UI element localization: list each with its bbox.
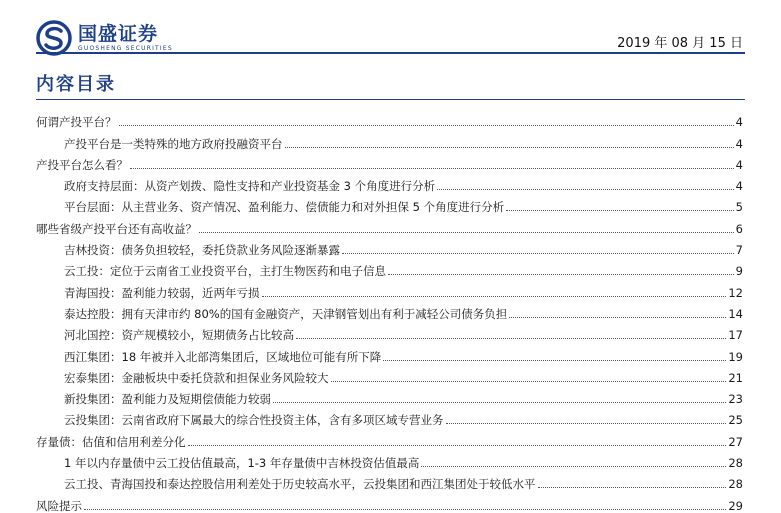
toc-entry-text: 西江集团：18 年被并入北部湾集团后，区域地位可能有所下降 — [64, 349, 382, 364]
toc-page-number: 28 — [728, 456, 743, 471]
toc-page-number: 28 — [728, 477, 743, 492]
toc-page-number: 23 — [728, 392, 743, 407]
toc-dot-leader — [285, 147, 734, 148]
toc-section-link[interactable] — [36, 108, 743, 129]
toc-subsection-link[interactable] — [36, 193, 743, 214]
toc-entry-text: 平台层面：从主营业务、资产情况、盈利能力、偿债能力和对外担保 5 个角度进行分析 — [64, 200, 505, 215]
toc-entry-text: 河北国控：资产规模较小，短期债务占比较高 — [64, 328, 294, 343]
toc-dot-leader — [509, 317, 726, 318]
toc-page-number: 21 — [728, 370, 743, 385]
logo-chinese-name: 国盛证券 — [78, 23, 159, 45]
report-date: 2019 年 08 月 15 日 — [617, 36, 743, 51]
title-divider — [36, 99, 745, 100]
toc-entry-text: 宏泰集团：金融板块中委托贷款和担保业务风险较大 — [64, 370, 329, 385]
toc-subsection-link[interactable] — [36, 470, 743, 491]
toc-dot-leader — [342, 253, 734, 254]
toc-page-number: 5 — [735, 200, 743, 215]
toc-subsection-link[interactable] — [36, 257, 743, 278]
toc-subsection-link[interactable] — [36, 364, 743, 385]
toc-subsection-link[interactable] — [36, 449, 743, 470]
toc-section-link[interactable] — [36, 214, 743, 235]
toc-page-number: 14 — [728, 306, 743, 321]
logo-mark-icon — [36, 20, 72, 56]
toc-dot-leader — [119, 125, 734, 126]
toc-dot-leader — [538, 487, 727, 488]
toc-entry-text: 哪些省级产投平台还有高收益？ — [36, 221, 197, 236]
toc-page-number: 4 — [735, 136, 743, 151]
toc-subsection-link[interactable] — [36, 406, 743, 427]
toc-dot-leader — [421, 466, 726, 467]
toc-entry-text: 吉林投资：债务负担较轻，委托贷款业务风险逐渐暴露 — [64, 243, 340, 258]
toc-entry-text: 泰达控股：拥有天津市约 80%的国有金融资产，天津钢管划出有利于减轻公司债务负担 — [64, 306, 508, 321]
toc-subsection-link[interactable] — [36, 278, 743, 299]
toc-entry-text: 新投集团：盈利能力及短期偿债能力较弱 — [64, 392, 271, 407]
toc-subsection-link[interactable] — [36, 385, 743, 406]
table-of-contents — [36, 108, 743, 513]
toc-dot-leader — [383, 360, 726, 361]
toc-dot-leader — [199, 232, 734, 233]
toc-entry-text: 1 年以内存量债中云工投估值最高，1-3 年存量债中吉林投资估值最高 — [64, 456, 420, 471]
toc-dot-leader — [188, 445, 727, 446]
toc-page-number: 6 — [735, 221, 743, 236]
toc-dot-leader — [388, 274, 734, 275]
toc-entry-text: 青海国投：盈利能力较弱，近两年亏损 — [64, 285, 260, 300]
toc-page-number: 4 — [735, 179, 743, 194]
toc-dot-leader — [446, 423, 727, 424]
toc-section-link[interactable] — [36, 151, 743, 172]
toc-section-link[interactable] — [36, 491, 743, 512]
toc-dot-leader — [437, 189, 734, 190]
toc-entry-text: 云工投、青海国投和泰达控股信用利差处于历史较高水平，云投集团和西江集团处于较低水平 — [64, 477, 536, 492]
toc-subsection-link[interactable] — [36, 172, 743, 193]
toc-entry-text: 云工投：定位于云南省工业投资平台，主打生物医药和电子信息 — [64, 264, 386, 279]
header-divider — [36, 52, 745, 54]
toc-page-number: 12 — [728, 285, 743, 300]
toc-dot-leader — [130, 168, 734, 169]
toc-page-number: 29 — [728, 498, 743, 513]
toc-entry-text: 存量债：估值和信用利差分化 — [36, 434, 186, 449]
toc-dot-leader — [296, 338, 726, 339]
toc-page-number: 9 — [735, 264, 743, 279]
toc-section-link[interactable] — [36, 427, 743, 448]
toc-page-number: 17 — [728, 328, 743, 343]
toc-page-number: 27 — [728, 434, 743, 449]
toc-dot-leader — [262, 296, 727, 297]
toc-page-number: 7 — [735, 243, 743, 258]
toc-subsection-link[interactable] — [36, 321, 743, 342]
toc-entry-text: 何谓产投平台？ — [36, 115, 117, 130]
toc-entry-text: 云投集团：云南省政府下属最大的综合性投资主体，含有多项区域专营业务 — [64, 413, 444, 428]
toc-dot-leader — [84, 509, 726, 510]
toc-page-number: 19 — [728, 349, 743, 364]
toc-page-number: 4 — [735, 115, 743, 130]
toc-entry-text: 产投平台是一类特殊的地方政府投融资平台 — [64, 136, 283, 151]
toc-entry-text: 风险提示 — [36, 498, 82, 513]
toc-dot-leader — [273, 402, 726, 403]
toc-subsection-link[interactable] — [36, 342, 743, 363]
toc-subsection-link[interactable] — [36, 300, 743, 321]
toc-title: 内容目录 — [36, 74, 116, 95]
toc-subsection-link[interactable] — [36, 236, 743, 257]
toc-page-number: 4 — [735, 157, 743, 172]
logo-english-name: GUOSHENG SECURITIES — [78, 45, 173, 52]
toc-entry-text: 政府支持层面：从资产划拨、隐性支持和产业投资基金 3 个角度进行分析 — [64, 179, 436, 194]
toc-dot-leader — [506, 210, 734, 211]
toc-dot-leader — [331, 381, 727, 382]
toc-page-number: 25 — [728, 413, 743, 428]
toc-entry-text: 产投平台怎么看？ — [36, 157, 128, 172]
toc-subsection-link[interactable] — [36, 129, 743, 150]
